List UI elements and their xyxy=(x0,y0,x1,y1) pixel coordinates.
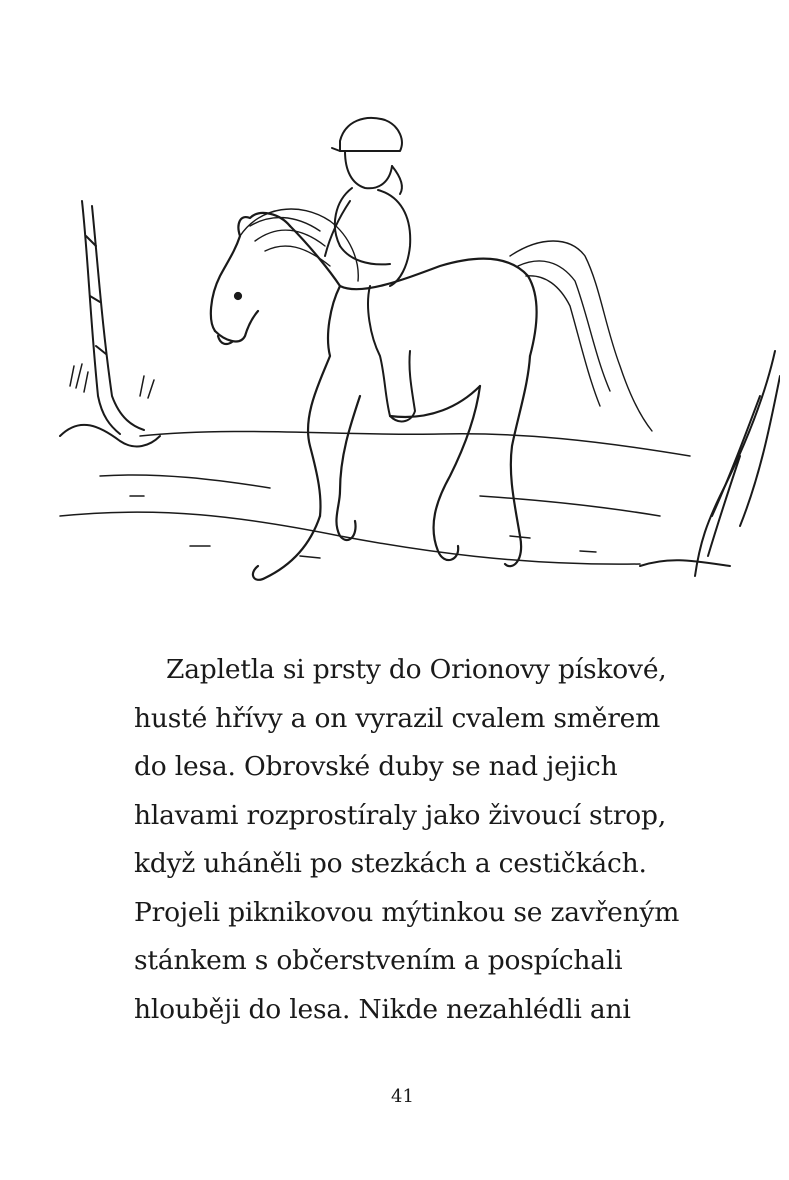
rider xyxy=(325,118,415,422)
right-tree-roots xyxy=(640,351,780,576)
horse xyxy=(211,213,537,580)
left-tree xyxy=(60,201,160,446)
horse-mane-and-tail xyxy=(240,209,652,431)
body-text xyxy=(134,646,694,1034)
text-line: Projeli piknikovou mýtinkou se zavřeným xyxy=(134,896,680,928)
text-line: husté hřívy a on vyrazil cvalem směrem xyxy=(134,702,661,734)
text-line: hlavami rozprostíraly jako živoucí strop, xyxy=(134,799,667,831)
text-line: Zapletla si prsty do Orionovy pískové, xyxy=(166,654,667,685)
text-line: hlouběji do lesa. Nikde nezahlédli ani xyxy=(134,993,631,1025)
horse-rider-illustration xyxy=(40,96,780,596)
text-line: do lesa. Obrovské duby se nad jejich xyxy=(134,751,618,782)
text-line: stánkem s občerstvením a pospíchali xyxy=(134,945,623,976)
page-number: 41 xyxy=(391,1086,414,1107)
text-line: když uháněli po stezkách a cestičkách. xyxy=(134,848,647,879)
